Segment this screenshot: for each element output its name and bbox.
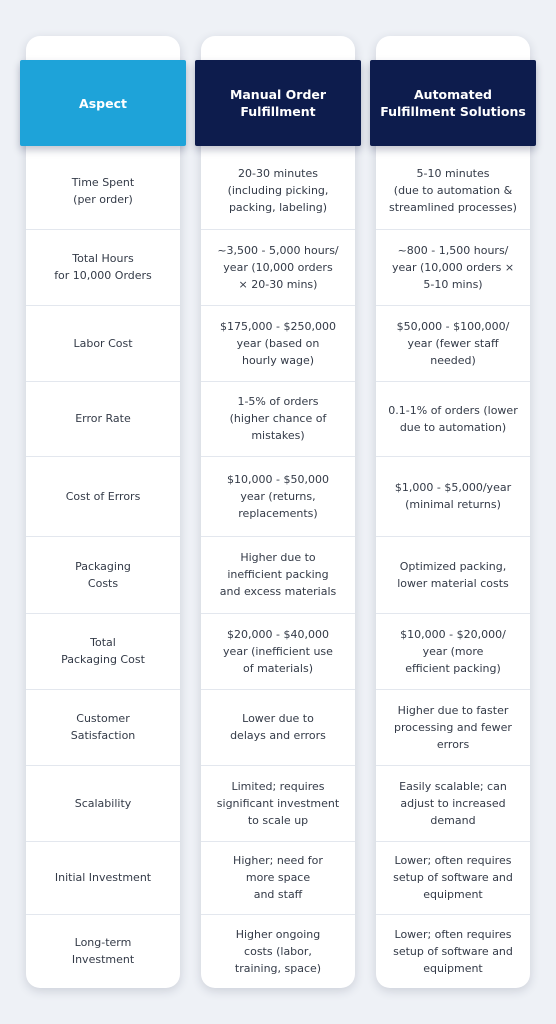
aspect-cell bbox=[26, 841, 180, 914]
automated-cell bbox=[376, 305, 530, 381]
manual-cell bbox=[201, 914, 355, 988]
automated-cell-text: 0.1-1% of orders (lower due to automation) bbox=[388, 403, 518, 434]
manual-header bbox=[195, 60, 361, 146]
automated-cell-text: ~800 - 1,500 hours/ year (10,000 orders × 5-10 mins) bbox=[391, 243, 515, 291]
row-divider bbox=[201, 689, 355, 690]
aspect-cell-text: Cost of Errors bbox=[65, 489, 141, 503]
manual-cell bbox=[201, 381, 355, 456]
manual-cell-text: Higher; need for more space and staff bbox=[233, 854, 323, 901]
row-divider bbox=[376, 914, 530, 915]
aspect-cell-text: Time Spent (per order) bbox=[71, 175, 135, 206]
manual-cell-text: Lower due to delays and errors bbox=[230, 712, 326, 742]
row-divider bbox=[26, 305, 180, 306]
row-divider bbox=[26, 381, 180, 382]
aspect-cell bbox=[26, 152, 180, 229]
aspect-cell bbox=[26, 456, 180, 536]
aspect-cell bbox=[26, 381, 180, 456]
row-divider bbox=[26, 613, 180, 614]
manual-cell bbox=[201, 536, 355, 613]
row-divider bbox=[376, 689, 530, 690]
aspect-header-label: Aspect bbox=[79, 95, 127, 111]
automated-cell bbox=[376, 381, 530, 456]
aspect-cell bbox=[26, 914, 180, 988]
manual-cell-text: Higher ongoing costs (labor, training, space) bbox=[234, 927, 322, 975]
row-divider bbox=[26, 765, 180, 766]
row-divider bbox=[201, 381, 355, 382]
aspect-cell-text: Total Hours for 10,000 Orders bbox=[54, 252, 152, 282]
manual-cell-text: Limited; requires significant investment to scale up bbox=[216, 779, 340, 827]
row-divider bbox=[26, 536, 180, 537]
row-divider bbox=[376, 456, 530, 457]
aspect-cell-text: Long-term Investment bbox=[71, 936, 135, 966]
manual-cell bbox=[201, 841, 355, 914]
manual-cell bbox=[201, 765, 355, 841]
automated-cell bbox=[376, 229, 530, 305]
aspect-cell bbox=[26, 229, 180, 305]
manual-cell-text: $10,000 - $50,000 year (returns, replacements) bbox=[227, 472, 329, 520]
aspect-cell-text: Total Packaging Cost bbox=[61, 636, 145, 666]
row-divider bbox=[201, 841, 355, 842]
row-divider bbox=[376, 536, 530, 537]
aspect-cell bbox=[26, 536, 180, 613]
row-divider bbox=[376, 229, 530, 230]
row-divider bbox=[201, 305, 355, 306]
manual-cell-text: ~3,500 - 5,000 hours/ year (10,000 orders × 20-30 mins) bbox=[217, 243, 339, 291]
row-divider bbox=[376, 765, 530, 766]
manual-cell bbox=[201, 229, 355, 305]
aspect-cell bbox=[26, 765, 180, 841]
row-divider bbox=[376, 841, 530, 842]
aspect-cell bbox=[26, 305, 180, 381]
manual-cell bbox=[201, 152, 355, 229]
automated-cell-text: Optimized packing, lower material costs bbox=[397, 559, 509, 590]
manual-cell bbox=[201, 613, 355, 689]
automated-header-label: Automated Fulfillment Solutions bbox=[380, 87, 526, 119]
row-divider bbox=[26, 841, 180, 842]
automated-cell-text: Lower; often requires setup of software and equipment bbox=[393, 927, 513, 975]
automated-cell-text: Easily scalable; can adjust to increased demand bbox=[399, 779, 507, 827]
aspect-header bbox=[20, 60, 186, 146]
aspect-cell-text: Labor Cost bbox=[73, 336, 133, 350]
manual-cell bbox=[201, 456, 355, 536]
automated-cell-text: 5-10 minutes (due to automation & streamlined processes) bbox=[389, 167, 517, 214]
automated-cell bbox=[376, 152, 530, 229]
manual-cell-text: $20,000 - $40,000 year (inefficient use of materials) bbox=[223, 627, 333, 675]
manual-cell bbox=[201, 305, 355, 381]
row-divider bbox=[201, 914, 355, 915]
automated-cell-text: Higher due to faster processing and fewer errors bbox=[394, 703, 512, 751]
aspect-cell-text: Packaging Costs bbox=[75, 559, 131, 590]
manual-cell-text: $175,000 - $250,000 year (based on hourly wage) bbox=[220, 319, 336, 367]
row-divider bbox=[376, 305, 530, 306]
automated-cell bbox=[376, 536, 530, 613]
aspect-cell bbox=[26, 613, 180, 689]
aspect-cell-text: Scalability bbox=[74, 796, 132, 810]
row-divider bbox=[26, 689, 180, 690]
manual-cell-text: 20-30 minutes (including picking, packing, labeling) bbox=[227, 167, 329, 214]
automated-header bbox=[370, 60, 536, 146]
row-divider bbox=[201, 456, 355, 457]
automated-cell bbox=[376, 841, 530, 914]
automated-cell bbox=[376, 456, 530, 536]
row-divider bbox=[26, 456, 180, 457]
manual-header-label: Manual Order Fulfillment bbox=[229, 87, 327, 119]
aspect-cell-text: Error Rate bbox=[75, 412, 131, 425]
manual-cell-text: Higher due to inefficient packing and excess materials bbox=[219, 551, 337, 598]
row-divider bbox=[376, 381, 530, 382]
aspect-cell-text: Initial Investment bbox=[54, 871, 152, 884]
automated-cell-text: Lower; often requires setup of software and equipment bbox=[393, 854, 513, 901]
row-divider bbox=[201, 765, 355, 766]
aspect-cell-text: Customer Satisfaction bbox=[70, 712, 136, 742]
manual-cell bbox=[201, 689, 355, 765]
manual-cell-text: 1-5% of orders (higher chance of mistakes) bbox=[229, 395, 327, 442]
row-divider bbox=[26, 229, 180, 230]
automated-cell bbox=[376, 613, 530, 689]
row-divider bbox=[26, 914, 180, 915]
row-divider bbox=[201, 536, 355, 537]
aspect-cell bbox=[26, 689, 180, 765]
row-divider bbox=[201, 229, 355, 230]
row-divider bbox=[201, 613, 355, 614]
automated-cell bbox=[376, 914, 530, 988]
automated-cell-text: $10,000 - $20,000/ year (more efficient packing) bbox=[400, 627, 506, 675]
automated-cell-text: $50,000 - $100,000/ year (fewer staff needed) bbox=[396, 319, 510, 367]
automated-cell bbox=[376, 765, 530, 841]
row-divider bbox=[376, 613, 530, 614]
automated-cell-text: $1,000 - $5,000/year (minimal returns) bbox=[394, 481, 512, 511]
automated-cell bbox=[376, 689, 530, 765]
